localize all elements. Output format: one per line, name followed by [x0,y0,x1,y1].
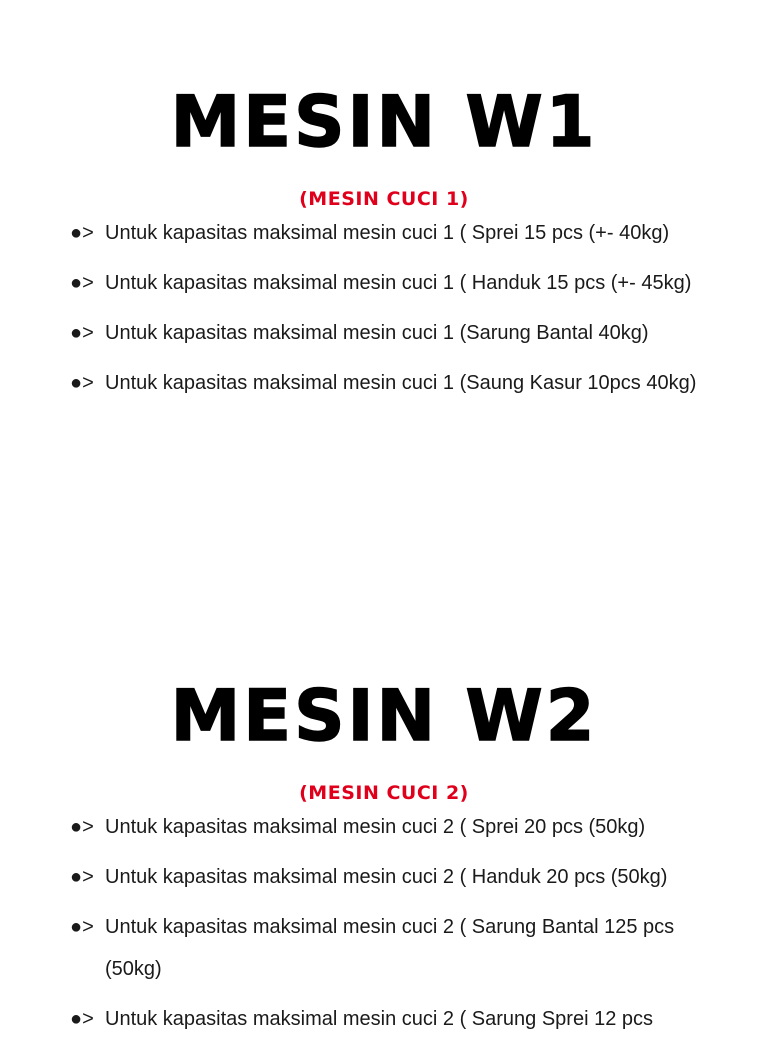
list-item [0,906,768,990]
list-item-text: Untuk kapasitas maksimal mesin cuci 1 ( Handuk 15 pcs (+- 45kg) [105,272,692,294]
list-item-text: Untuk kapasitas maksimal mesin cuci 1 ( Sprei 15 pcs (+- 40kg) [105,222,670,244]
list-item [0,806,768,848]
list-item [0,856,768,898]
bullet-icon: ●> [70,1008,94,1030]
bullet-icon: ●> [70,866,94,888]
list-item-text: Untuk kapasitas maksimal mesin cuci 2 ( Sprei 20 pcs (50kg) [105,816,646,838]
bullet-icon: ●> [70,372,94,394]
section-subtitle: (MESIN CUCI 1) [299,188,469,210]
list-item [0,262,768,304]
bullet-icon: ●> [70,222,94,244]
list-item [0,312,768,354]
list-item-text: Untuk kapasitas maksimal mesin cuci 2 ( Sarung Sprei 12 pcs [105,1008,654,1030]
list-item-text: Untuk kapasitas maksimal mesin cuci 2 ( Handuk 20 pcs (50kg) [105,866,668,888]
section-subtitle: (MESIN CUCI 2) [299,782,469,804]
bullet-icon: ●> [70,816,94,838]
list-item-text: Untuk kapasitas maksimal mesin cuci 2 ( Sarung Bantal 125 pcs (50kg) [105,916,675,980]
section-mesin-w2 [0,672,768,1048]
bullet-icon: ●> [70,322,94,344]
section-title: MESIN W1 [170,81,598,163]
section-mesin-w1 [0,78,768,412]
capacity-list [0,212,768,404]
bullet-icon: ●> [70,272,94,294]
section-title: MESIN W2 [170,675,598,757]
list-item [0,212,768,254]
list-item-text: Untuk kapasitas maksimal mesin cuci 1 (Saung Kasur 10pcs 40kg) [105,372,697,394]
list-item [0,362,768,404]
capacity-list [0,806,768,1040]
list-item [0,998,768,1040]
bullet-icon: ●> [70,916,94,938]
list-item-text: Untuk kapasitas maksimal mesin cuci 1 (Sarung Bantal 40kg) [105,322,649,344]
